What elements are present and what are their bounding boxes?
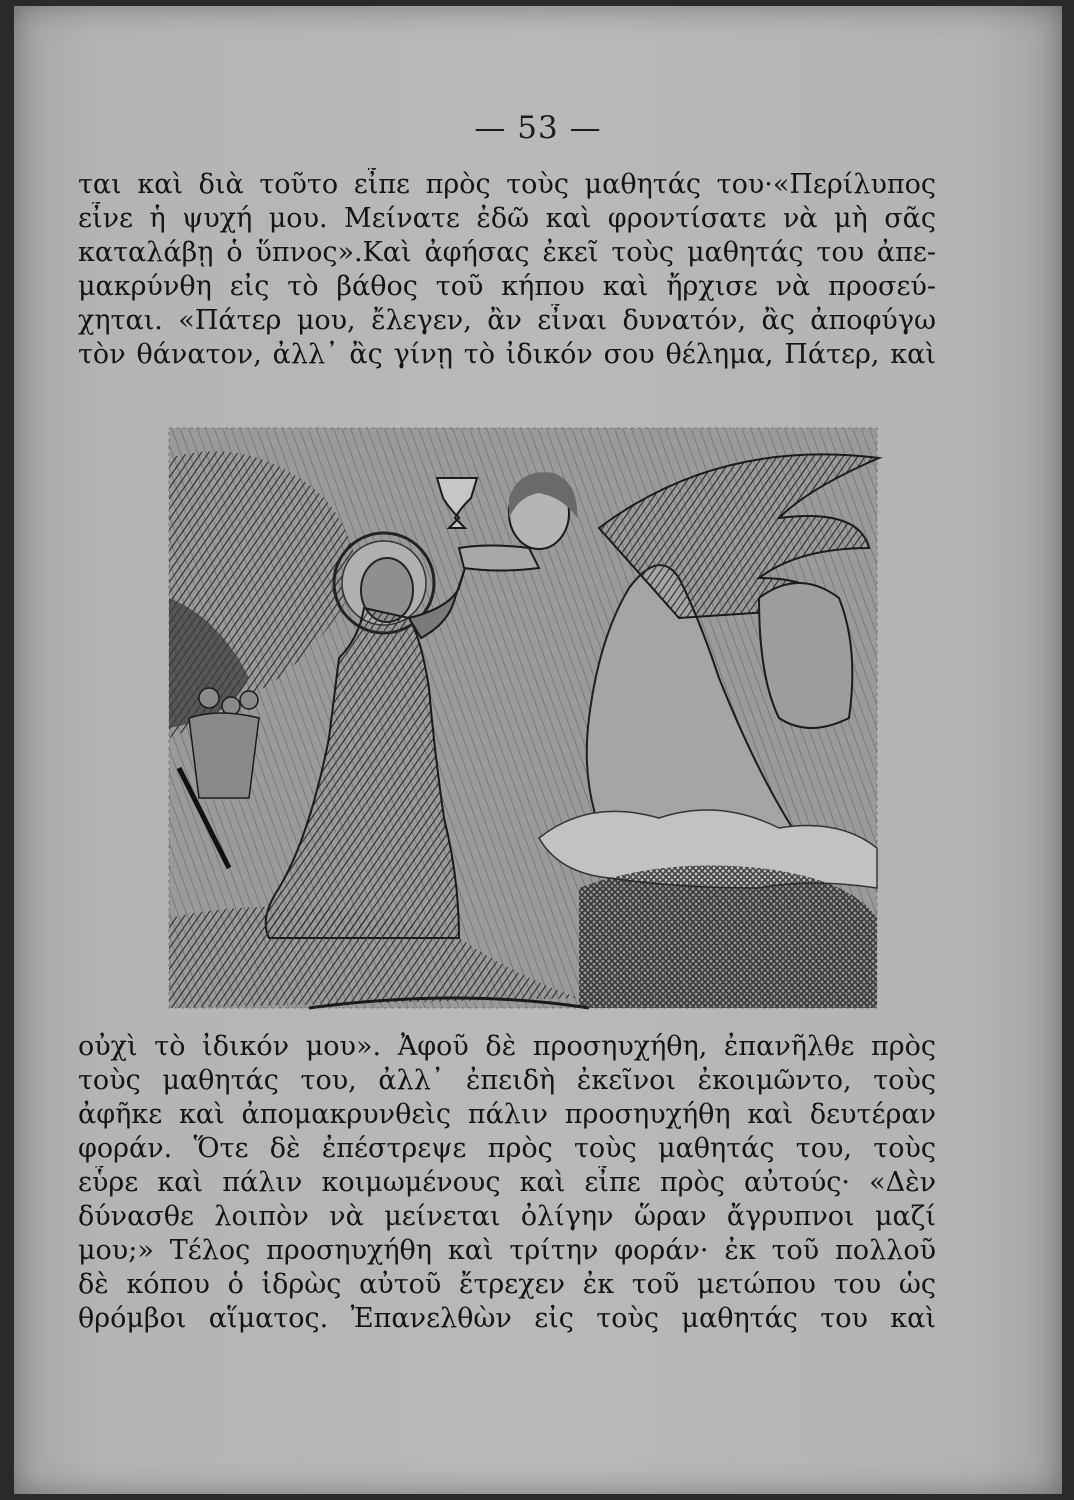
text-line: τοὺς μαθητάς του, ἀλλ᾽ ἐπειδὴ ἐκεῖνοι ἐκοιμῶντο, τοὺς	[78, 1065, 936, 1096]
paragraph-top	[78, 168, 936, 372]
text-line: μου;» Τέλος προσηυχήθη καὶ τρίτην φοράν· ἐκ τοῦ πολλοῦ	[78, 1235, 936, 1266]
paragraph-bottom	[78, 1030, 936, 1336]
engraving-agony-in-garden	[159, 418, 887, 1018]
text-line: φοράν. Ὅτε δὲ ἐπέστρεψε πρὸς τοὺς μαθητάς του, τοὺς	[78, 1133, 936, 1164]
text-line: εὗρε καὶ πάλιν κοιμωμένους καὶ εἶπε πρὸς αὐτούς· «Δὲν	[78, 1167, 936, 1198]
text-line: χηται. «Πάτερ μου, ἔλεγεν, ἂν εἶναι δυνατόν, ἂς ἀποφύγω	[78, 305, 936, 336]
text-line: μακρύνθη εἰς τὸ βάθος τοῦ κήπου καὶ ἤρχισε νὰ προσεύ-	[78, 271, 936, 302]
text-line: ἀφῆκε καὶ ἀπομακρυνθεὶς πάλιν προσηυχήθη καὶ δευτέραν	[78, 1099, 936, 1130]
engraving-illustration	[159, 418, 887, 1018]
text-line: οὐχὶ τὸ ἰδικόν μου». Ἀφοῦ δὲ προσηυχήθη, ἐπανῆλθε πρὸς	[78, 1031, 936, 1062]
page-number: — 53 —	[474, 110, 602, 146]
book-page	[14, 6, 1062, 1494]
text-line: εἶνε ἡ ψυχή μου. Μείνατε ἐδῶ καὶ φροντίσατε νὰ μὴ σᾶς	[78, 203, 936, 234]
text-line: ται καὶ διὰ τοῦτο εἶπε πρὸς τοὺς μαθητάς του·«Περίλυπος	[78, 169, 936, 200]
text-line: θρόμβοι αἵματος. Ἐπανελθὼν εἰς τοὺς μαθητάς του καὶ	[78, 1303, 936, 1334]
text-line: δὲ κόπου ὁ ἱδρὼς αὐτοῦ ἔτρεχεν ἐκ τοῦ μετώπου του ὡς	[78, 1269, 936, 1300]
text-line: καταλάβῃ ὁ ὕπνος».Καὶ ἀφήσας ἐκεῖ τοὺς μαθητάς του ἀπε-	[78, 237, 936, 268]
text-line: τὸν θάνατον, ἀλλ᾽ ἂς γίνῃ τὸ ἰδικόν σου θέλημα, Πάτερ, καὶ	[78, 339, 936, 370]
text-line: δύνασθε λοιπὸν νὰ μείνεται ὀλίγην ὥραν ἄγρυπνοι μαζί	[78, 1201, 936, 1232]
